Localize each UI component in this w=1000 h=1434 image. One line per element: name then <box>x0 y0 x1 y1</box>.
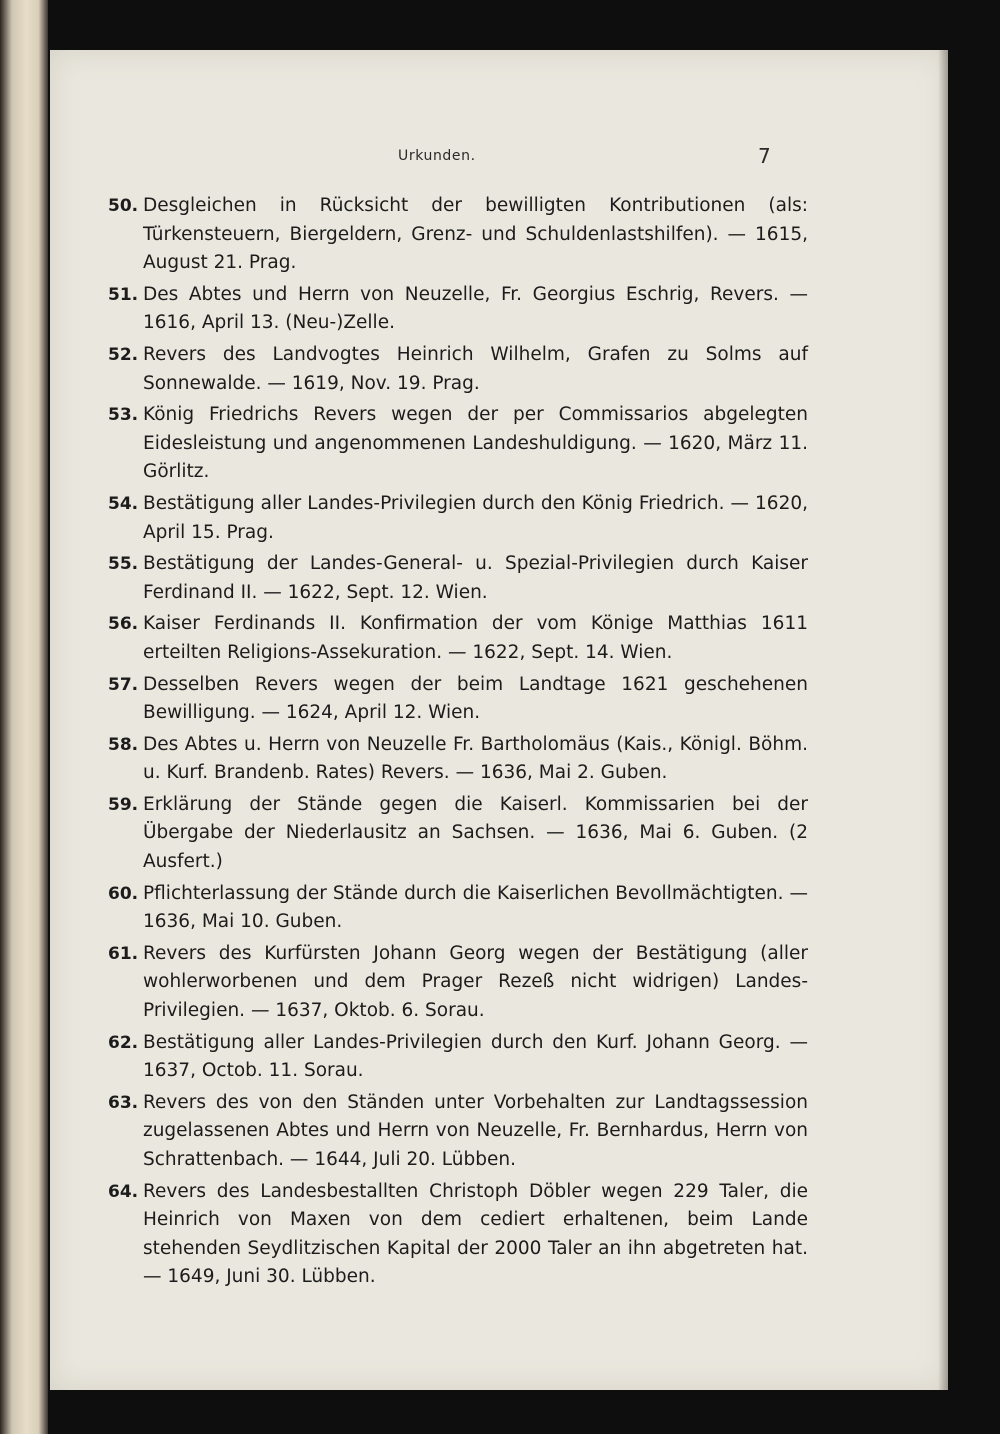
page-number: 7 <box>758 144 771 168</box>
entry-number: 55. <box>108 554 139 575</box>
list-item <box>108 671 808 728</box>
entry-number: 63. <box>108 1092 139 1113</box>
entry-text: Erklärung der Stände gegen die Kaiserl. Kommissarien bei der Übergabe der Niederlausitz an Sachsen. — 1636, Mai 6. Guben. (2 Ausfert.) <box>143 793 808 873</box>
entry-text: König Friedrichs Revers wegen der per Commissarios abgelegten Eidesleistung und angenommenen Landeshuldigung. — 1620, März 11. Görlitz. <box>143 404 808 483</box>
list-item <box>108 610 808 667</box>
list-item <box>108 192 808 278</box>
list-item <box>108 401 808 487</box>
entry-text: Desgleichen in Rücksicht der bewilligten Kontributionen (als: Türkensteuern, Biergeldern, Grenz- und Schuldenlastshilfen). — 1615, August 21. Prag. <box>143 195 808 274</box>
entry-text: Des Abtes und Herrn von Neuzelle, Fr. Georgius Eschrig, Revers. — 1616, April 13. (Neu-)Zelle. <box>143 283 808 334</box>
entry-text: Desselben Revers wegen der beim Landtage 1621 geschehenen Bewilligung. — 1624, April 12. Wien. <box>143 673 808 724</box>
entry-number: 56. <box>108 614 139 635</box>
list-item <box>108 791 808 877</box>
entry-number: 58. <box>108 734 139 755</box>
entry-text: Bestätigung aller Landes-Privilegien durch den König Friedrich. — 1620, April 15. Prag. <box>143 492 808 543</box>
entry-number: 62. <box>108 1032 139 1053</box>
entry-number: 59. <box>108 794 139 815</box>
adjacent-page-edge <box>0 0 48 1434</box>
list-item <box>108 1089 808 1175</box>
entry-number: 52. <box>108 344 139 365</box>
list-item <box>108 281 808 338</box>
book-page <box>50 50 948 1390</box>
entry-number: 54. <box>108 493 139 514</box>
entry-number: 61. <box>108 943 139 964</box>
entry-number: 50. <box>108 196 139 216</box>
list-item <box>108 940 808 1026</box>
list-item <box>108 880 808 937</box>
page-edge-shadow <box>938 50 948 1390</box>
entry-text: Bestätigung aller Landes-Privilegien durch den Kurf. Johann Georg. — 1637, Octob. 11. Sorau. <box>143 1031 808 1082</box>
list-item <box>108 550 808 607</box>
entry-text: Des Abtes u. Herrn von Neuzelle Fr. Bartholomäus (Kais., Königl. Böhm. u. Kurf. Brandenb. Rates) Revers. — 1636, Mai 2. Guben. <box>143 733 808 784</box>
list-item <box>108 490 808 547</box>
entry-number: 51. <box>108 284 139 305</box>
entry-text: Revers des von den Ständen unter Vorbehalten zur Landtagssession zugelassenen Abtes und Herrn von Neuzelle, Fr. Bernhardus, Herrn von Schrattenbach. — 1644, Juli 20. Lübben. <box>143 1091 808 1170</box>
entry-text: Revers des Landesbestallten Christoph Döbler wegen 229 Taler, die Heinrich von Maxen von dem cediert erhaltenen, beim Lande stehenden Seydlitzischen Kapital der 2000 Taler an ihn abgetreten hat. — 1649, Juni 30. Lübben. <box>143 1180 808 1288</box>
list-item <box>108 731 808 788</box>
list-item <box>108 1029 808 1086</box>
entry-number: 60. <box>108 883 139 904</box>
entry-text: Revers des Landvogtes Heinrich Wilhelm, Grafen zu Solms auf Sonnewalde. — 1619, Nov. 19. Prag. <box>143 343 808 394</box>
entry-text: Kaiser Ferdinands II. Konfirmation der vom Könige Matthias 1611 erteilten Religions-Assekuration. — 1622, Sept. 14. Wien. <box>143 613 808 663</box>
entry-text: Bestätigung der Landes-General- u. Spezial-Privilegien durch Kaiser Ferdinand II. — 1622, Sept. 12. Wien. <box>143 553 808 603</box>
list-item <box>108 1178 808 1292</box>
entry-number: 57. <box>108 674 139 695</box>
document-list <box>108 192 808 1295</box>
entry-number: 53. <box>108 405 139 426</box>
entry-number: 64. <box>108 1181 139 1202</box>
entry-text: Revers des Kurfürsten Johann Georg wegen der Bestätigung (aller wohlerworbenen und dem Prager Rezeß nicht widrigen) Landes-Privilegien. — 1637, Oktob. 6. Sorau. <box>143 942 808 1022</box>
running-head: Urkunden. <box>398 148 476 164</box>
list-item <box>108 341 808 398</box>
entry-text: Pflichterlassung der Stände durch die Kaiserlichen Bevollmächtigten. — 1636, Mai 10. Guben. <box>143 882 808 933</box>
